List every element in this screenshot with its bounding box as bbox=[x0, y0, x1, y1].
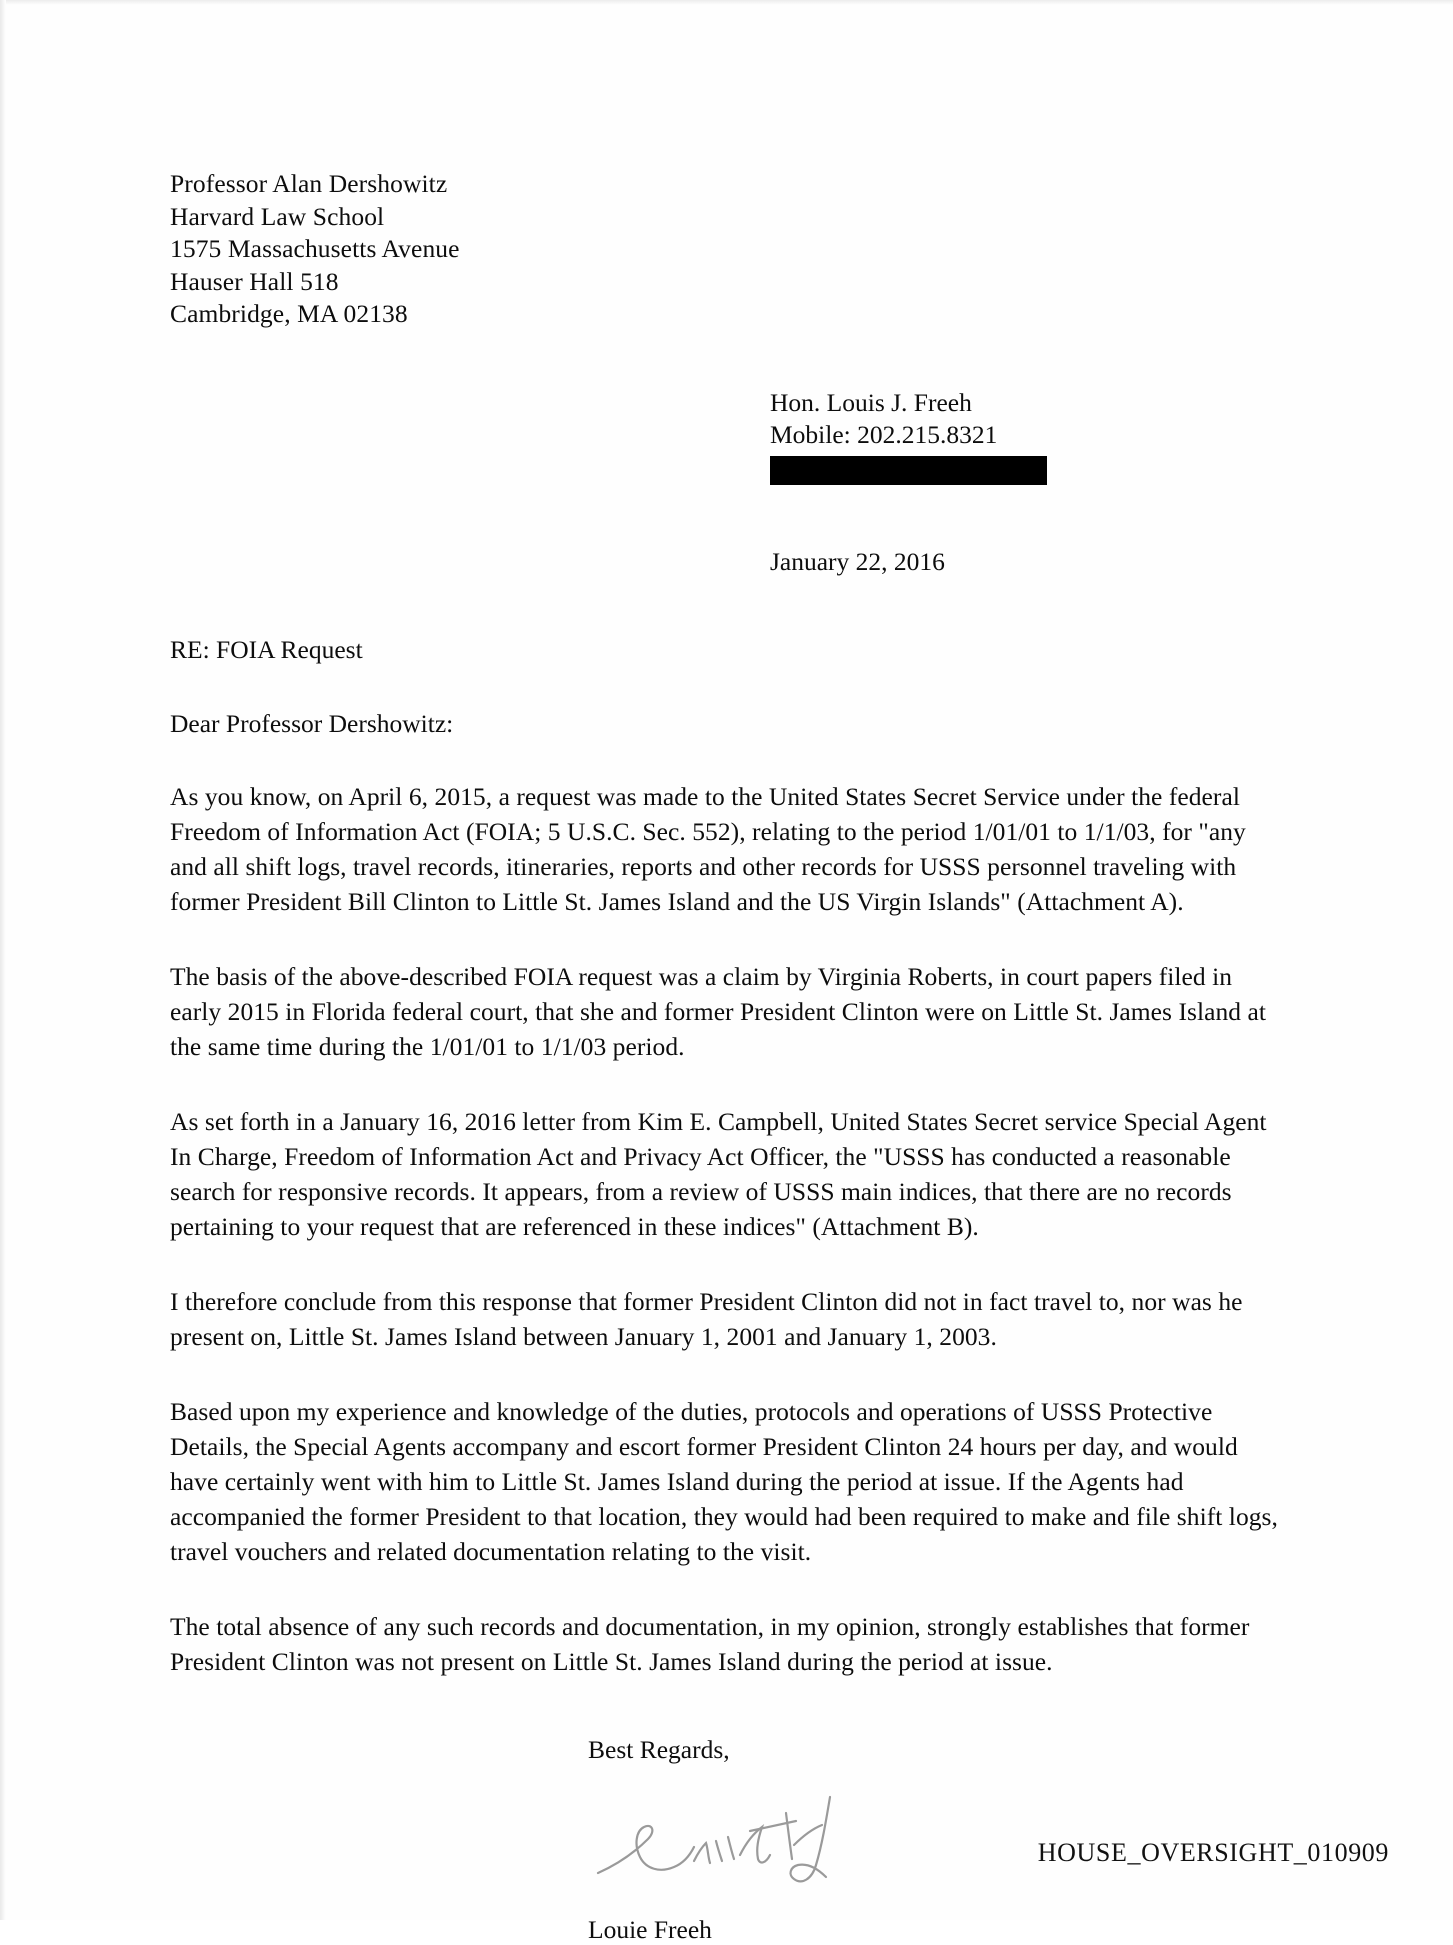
letter-date: January 22, 2016 bbox=[770, 546, 945, 576]
body-paragraph-1: As you know, on April 6, 2015, a request was made to the United States Secret Service under the federal Freedom of Information Act (FOIA; 5 U.S.C. Sec. 552), relating to the period 1/01/01 to 1/1/03, for "any and all shift logs, travel records, itineraries, reports and other records for USSS personnel traveling with former President Bill Clinton to Little St. James Island and the US Virgin Islands" (Attachment A). bbox=[170, 781, 1246, 916]
salutation: Dear Professor Dershowitz: bbox=[170, 708, 454, 738]
sender-name: Hon. Louis J. Freeh bbox=[770, 387, 972, 417]
scan-edge-left bbox=[0, 0, 6, 1920]
recipient-address-block bbox=[170, 168, 1285, 331]
body-paragraph-4: I therefore conclude from this response that former President Clinton did not in fact travel to, nor was he present on, Little St. James Island between January 1, 2001 and January 1, 2003. bbox=[170, 1286, 1243, 1351]
address-line: 1575 Massachusetts Avenue bbox=[170, 234, 460, 263]
closing-line: Best Regards, bbox=[588, 1734, 730, 1764]
address-line: Hauser Hall 518 bbox=[170, 266, 339, 296]
body-paragraph-2: The basis of the above-described FOIA request was a claim by Virginia Roberts, in court papers filed in early 2015 in Florida federal court, that she and former President Clinton were on Little St. James Island at the same time during the 1/01/01 to 1/1/03 period. bbox=[170, 961, 1266, 1061]
address-line: Harvard Law School bbox=[170, 201, 385, 231]
redaction-bar bbox=[770, 456, 1047, 485]
body-paragraph-6: The total absence of any such records and documentation, in my opinion, strongly establishes that former President Clinton was not present on Little St. James Island during the period at issue. bbox=[170, 1611, 1250, 1676]
sender-mobile: Mobile: 202.215.8321 bbox=[770, 420, 998, 449]
scan-edge-top bbox=[0, 0, 1453, 5]
bates-stamp: HOUSE_OVERSIGHT_010909 bbox=[1037, 1838, 1389, 1867]
address-line: Professor Alan Dershowitz bbox=[170, 169, 448, 198]
signer-name: Louie Freeh bbox=[588, 1914, 712, 1944]
body-paragraph-3: As set forth in a January 16, 2016 letter from Kim E. Campbell, United States Secret service Special Agent In Charge, Freedom of Information Act and Privacy Act Officer, the "USSS has conducted a reasonable search for responsive records. It appears, from a review of USSS main indices, that there are no records pertaining to your request that are referenced in these indices" (Attachment B). bbox=[170, 1106, 1267, 1241]
address-line: Cambridge, MA 02138 bbox=[170, 299, 408, 328]
sender-contact-block bbox=[770, 387, 1285, 485]
subject-line: RE: FOIA Request bbox=[170, 634, 363, 664]
letter-body bbox=[170, 168, 1285, 1945]
handwritten-signature-icon bbox=[590, 1787, 890, 1897]
body-paragraph-5: Based upon my experience and knowledge of the duties, protocols and operations of USSS Protective Details, the Special Agents accompany and escort former President Clinton 24 hours per day, and would have certainly went with him to Little St. James Island during the period at issue. If the Agents had accompanied the former President to that location, they would had been required to make and file shift logs, travel vouchers and related documentation relating to the visit. bbox=[170, 1396, 1278, 1566]
